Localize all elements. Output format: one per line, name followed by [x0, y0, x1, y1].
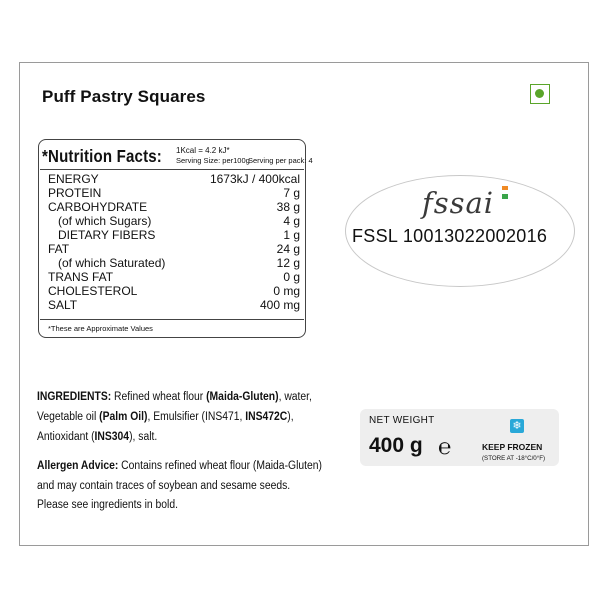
nutrient-label: (of which Saturated)	[58, 256, 166, 270]
nutrient-value: 24 g	[276, 242, 300, 256]
product-title: Puff Pastry Squares	[42, 87, 206, 106]
nutrient-label: FAT	[48, 242, 70, 256]
nutrient-label: SALT	[48, 298, 78, 312]
ingredients-label: INGREDIENTS:	[37, 391, 112, 403]
nutrient-label: TRANS FAT	[48, 270, 114, 284]
nutrient-label: PROTEIN	[48, 186, 102, 200]
nutrient-label: ENERGY	[48, 172, 99, 186]
ingredients-text: , Emulsifier (INS471,	[147, 411, 246, 423]
nutrition-row	[48, 242, 300, 256]
nutrient-value: 400 mg	[259, 298, 300, 312]
allergen-label: Allergen Advice:	[37, 460, 119, 472]
nutrition-footnote: *These are Approximate Values	[48, 324, 153, 333]
net-weight-value: 400 g	[369, 434, 423, 457]
nutrient-label: (of which Sugars)	[58, 214, 152, 228]
nutrition-heading: *Nutrition Facts:	[42, 146, 162, 166]
nutrient-value: 1673kJ / 400kcal	[209, 172, 300, 186]
ingredients-line	[37, 390, 312, 404]
nutrient-value: 7 g	[283, 186, 300, 200]
ingredients-bold: (Maida-Gluten)	[206, 391, 279, 403]
nutrient-value: 4 g	[283, 214, 300, 228]
allergen-line	[37, 459, 322, 473]
serving-size: Serving Size: per100g	[176, 156, 250, 165]
veg-mark-icon	[530, 84, 550, 104]
allergen-line: Please see ingredients in bold.	[37, 499, 178, 511]
nutrition-divider	[40, 319, 304, 320]
estimated-sign-icon: ℮	[438, 434, 452, 459]
net-weight-label: NET WEIGHT	[369, 415, 435, 426]
nutrition-row	[48, 228, 300, 242]
fssai-license: FSSL 10013022002016	[352, 226, 548, 246]
nutrient-label: CHOLESTEROL	[48, 284, 138, 298]
nutrition-row	[48, 186, 300, 200]
nutrient-value: 12 g	[276, 256, 300, 270]
ingredients-text: Vegetable oil	[37, 411, 100, 423]
nutrient-value: 1 g	[283, 228, 300, 242]
fssai-logo: fssai	[422, 186, 495, 220]
ingredients-text: ), salt.	[129, 431, 158, 443]
fssai-flame-icon	[502, 186, 508, 199]
ingredients-text: ),	[287, 411, 294, 423]
allergen-text: (Maida-Gluten)	[252, 460, 322, 472]
nutrient-value: 38 g	[276, 200, 300, 214]
ingredients-line	[37, 410, 294, 424]
nutrition-row	[48, 172, 300, 186]
nutrition-row	[48, 200, 300, 214]
nutrition-row	[48, 270, 300, 284]
ingredients-bold: INS304	[94, 431, 130, 443]
keep-frozen-label: KEEP FROZEN	[482, 442, 543, 452]
ingredients-bold: INS472C	[245, 411, 288, 423]
ingredients-line	[37, 430, 157, 444]
ingredients-text: Antioxidant (	[37, 431, 95, 443]
ingredients-text: Refined wheat flour	[111, 391, 207, 403]
nutrition-row	[48, 214, 300, 228]
nutrition-divider	[40, 169, 304, 170]
ingredients-text: , water,	[278, 391, 312, 403]
allergen-text: Contains refined wheat flour	[118, 460, 253, 472]
serving-per-pack: Serving per pack: 4	[248, 156, 313, 165]
veg-dot	[535, 89, 544, 98]
nutrient-label: DIETARY FIBERS	[58, 228, 156, 242]
nutrient-value: 0 g	[283, 270, 300, 284]
nutrition-row	[48, 256, 300, 270]
nutrient-value: 0 mg	[273, 284, 300, 298]
kcal-note: 1Kcal = 4.2 kJ*	[176, 146, 230, 155]
ingredients-bold: (Palm Oil)	[99, 411, 148, 423]
nutrition-row	[48, 298, 300, 312]
snowflake-icon: ❄	[510, 419, 524, 433]
allergen-line: and may contain traces of soybean and sesame seeds.	[37, 480, 291, 492]
nutrition-row	[48, 284, 300, 298]
nutrient-label: CARBOHYDRATE	[48, 200, 148, 214]
storage-temperature: (STORE AT -18°C/0°F)	[482, 455, 546, 462]
